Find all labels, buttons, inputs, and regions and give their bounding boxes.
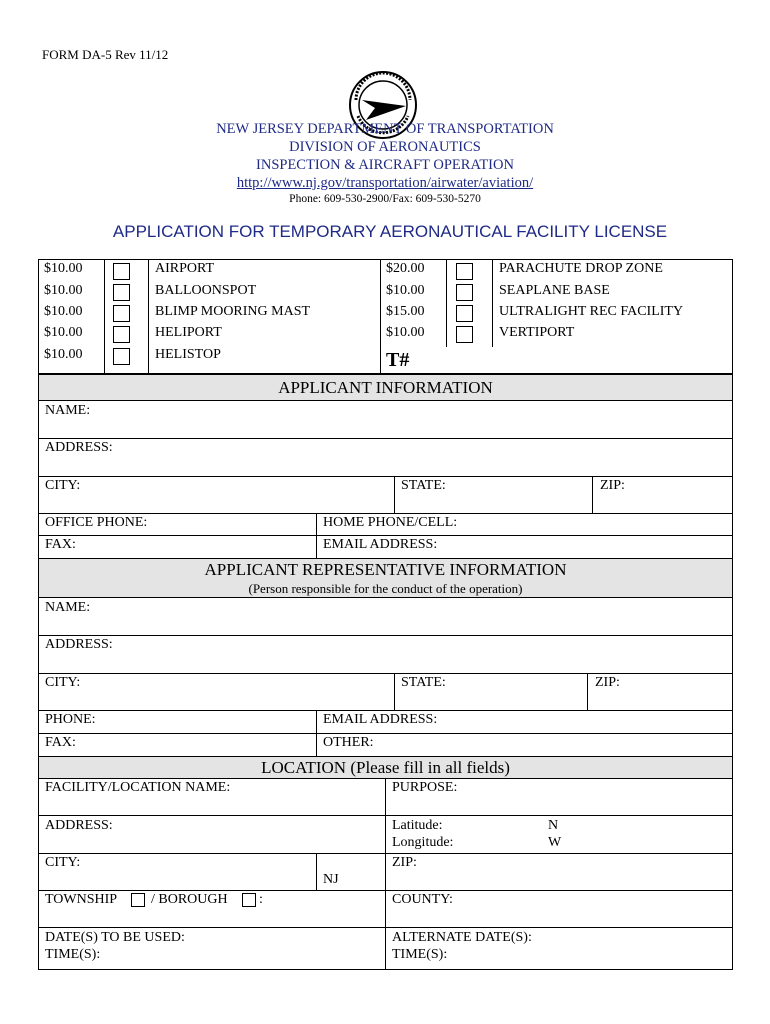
fee-label: VERTIPORT (499, 325, 575, 340)
org-name: NEW JERSEY DEPARTMENT OF TRANSPORTATION (216, 121, 554, 137)
township-borough-colon: : (259, 892, 263, 907)
fee-label: BALLOONSPOT (155, 283, 257, 298)
alternate-times-field[interactable]: TIME(S): (392, 947, 448, 962)
fee-checkbox-heliport[interactable] (113, 326, 130, 343)
phone-fax: Phone: 609-530-2900/Fax: 609-530-5270 (289, 193, 481, 205)
fee-checkbox-helistop[interactable] (113, 348, 130, 365)
division-name: DIVISION OF AERONAUTICS (289, 139, 481, 155)
fee-checkbox-seaplane-base[interactable] (456, 284, 473, 301)
fee-checkbox-vertiport[interactable] (456, 326, 473, 343)
applicant-city-field[interactable]: CITY: (45, 478, 81, 493)
facility-name-field[interactable]: FACILITY/LOCATION NAME: (45, 780, 231, 795)
page-title: APPLICATION FOR TEMPORARY AERONAUTICAL FACILITY LICENSE (112, 222, 668, 241)
fee-label: SEAPLANE BASE (499, 283, 610, 298)
latitude-field[interactable]: Latitude: (392, 818, 443, 833)
fee-label: ULTRALIGHT REC FACILITY (499, 304, 684, 319)
applicant-name-field[interactable]: NAME: (45, 403, 91, 418)
applicant-fax-field[interactable]: FAX: (45, 537, 76, 552)
longitude-field[interactable]: Longitude: (392, 835, 454, 850)
township-label: TOWNSHIP (45, 892, 118, 907)
location-state-value: NJ (323, 872, 339, 887)
borough-label: / BOROUGH (151, 892, 228, 907)
fee-price: $10.00 (44, 347, 83, 362)
rep-phone-field[interactable]: PHONE: (45, 712, 96, 727)
form-number: FORM DA-5 Rev 11/12 (42, 47, 169, 62)
fee-label: BLIMP MOORING MAST (155, 304, 311, 319)
rep-city-field[interactable]: CITY: (45, 675, 81, 690)
rep-email-field[interactable]: EMAIL ADDRESS: (323, 712, 438, 727)
website-link[interactable]: http://www.nj.gov/transportation/airwater/aviation/ (236, 175, 534, 191)
fee-price: $10.00 (44, 304, 83, 319)
fee-checkbox-blimp-mooring-mast[interactable] (113, 305, 130, 322)
fee-checkbox-airport[interactable] (113, 263, 130, 280)
t-number-label: T# (386, 349, 410, 371)
county-field[interactable]: COUNTY: (392, 892, 453, 907)
rep-name-field[interactable]: NAME: (45, 600, 91, 615)
borough-checkbox[interactable] (242, 893, 256, 907)
fee-checkbox-parachute-drop-zone[interactable] (456, 263, 473, 280)
unit-name: INSPECTION & AIRCRAFT OPERATION (256, 157, 514, 173)
dates-used-field[interactable]: DATE(S) TO BE USED: (45, 930, 185, 945)
rep-other-field[interactable]: OTHER: (323, 735, 374, 750)
applicant-home-phone-field[interactable]: HOME PHONE/CELL: (323, 515, 458, 530)
fee-price: $10.00 (44, 283, 83, 298)
fee-label: HELISTOP (155, 347, 221, 362)
rep-zip-field[interactable]: ZIP: (595, 675, 620, 690)
township-checkbox[interactable] (131, 893, 145, 907)
fee-price: $20.00 (386, 261, 425, 276)
representative-heading: APPLICANT REPRESENTATIVE INFORMATION (204, 560, 567, 579)
fee-price: $10.00 (44, 261, 83, 276)
fee-price: $15.00 (386, 304, 425, 319)
representative-subheading: (Person responsible for the conduct of the operation) (248, 581, 523, 596)
applicant-office-phone-field[interactable]: OFFICE PHONE: (45, 515, 148, 530)
rep-address-field[interactable]: ADDRESS: (45, 637, 113, 652)
fee-checkbox-ultralight-rec-facility[interactable] (456, 305, 473, 322)
latitude-direction: N (548, 818, 559, 833)
applicant-heading: APPLICANT INFORMATION (278, 378, 493, 397)
alternate-dates-field[interactable]: ALTERNATE DATE(S): (392, 930, 532, 945)
applicant-address-field[interactable]: ADDRESS: (45, 440, 113, 455)
longitude-direction: W (548, 835, 562, 850)
fee-label: PARACHUTE DROP ZONE (499, 261, 663, 276)
fee-price: $10.00 (386, 283, 425, 298)
fee-price: $10.00 (386, 325, 425, 340)
fee-price: $10.00 (44, 325, 83, 340)
applicant-zip-field[interactable]: ZIP: (600, 478, 625, 493)
times-field[interactable]: TIME(S): (45, 947, 101, 962)
purpose-field[interactable]: PURPOSE: (392, 780, 458, 795)
location-zip-field[interactable]: ZIP: (392, 855, 417, 870)
fee-checkbox-balloonspot[interactable] (113, 284, 130, 301)
fee-label: AIRPORT (155, 261, 215, 276)
location-heading: LOCATION (Please fill in all fields) (261, 758, 510, 777)
location-city-field[interactable]: CITY: (45, 855, 81, 870)
applicant-state-field[interactable]: STATE: (401, 478, 446, 493)
rep-fax-field[interactable]: FAX: (45, 735, 76, 750)
fee-label: HELIPORT (155, 325, 222, 340)
location-address-field[interactable]: ADDRESS: (45, 818, 113, 833)
rep-state-field[interactable]: STATE: (401, 675, 446, 690)
applicant-email-field[interactable]: EMAIL ADDRESS: (323, 537, 438, 552)
